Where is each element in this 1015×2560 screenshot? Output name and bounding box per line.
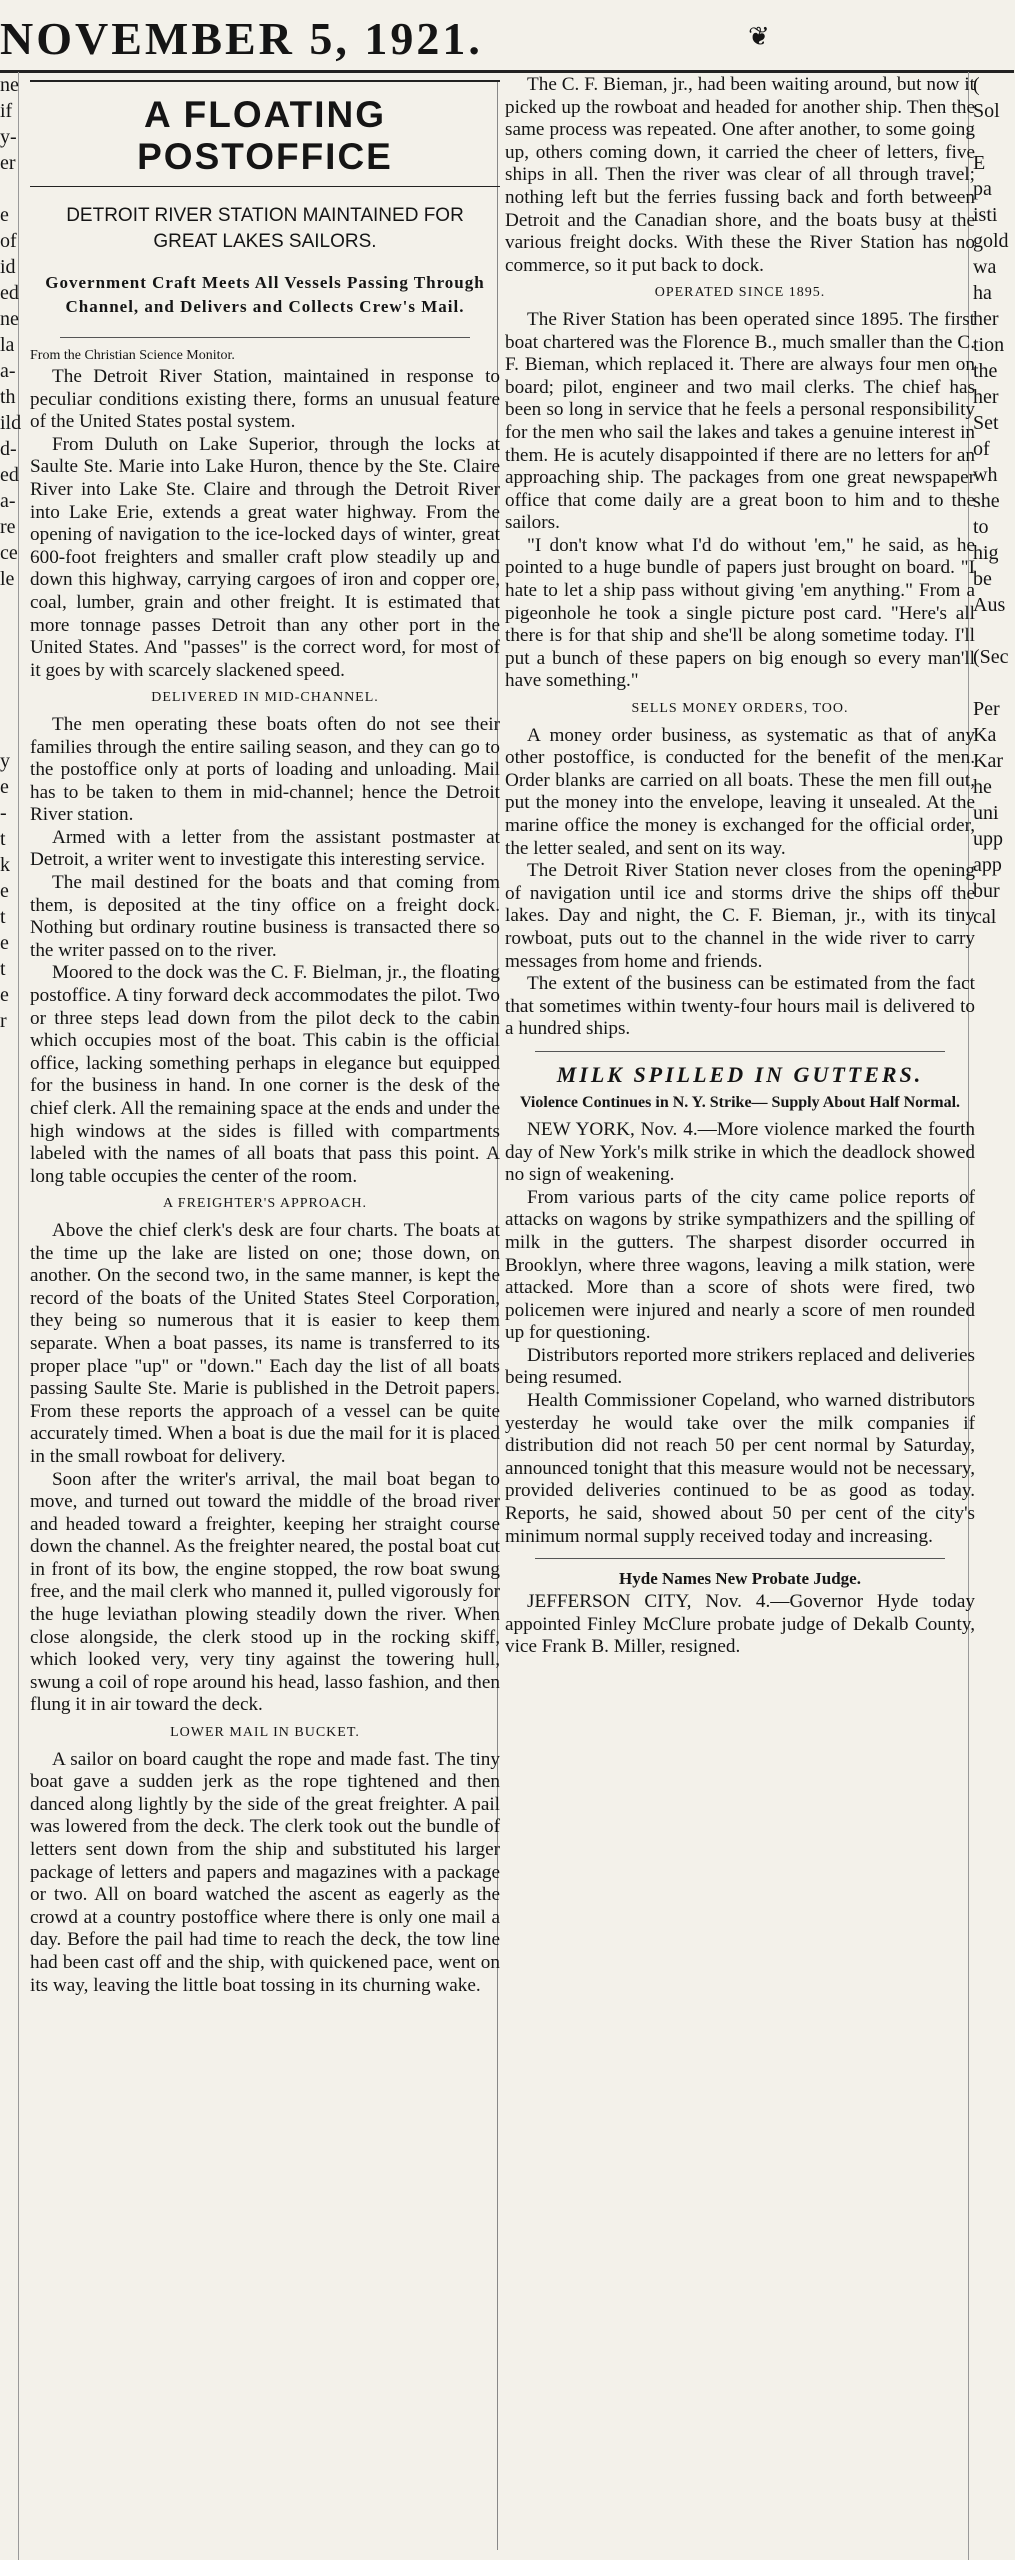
- left-margin-fragment: [0, 722, 18, 748]
- left-margin-fragment: er: [0, 152, 16, 174]
- left-margin-fragment: [0, 592, 18, 618]
- section-subhead: DELIVERED IN MID-CHANNEL.: [151, 690, 379, 706]
- left-margin-fragment: e: [0, 932, 9, 954]
- paragraph: The extent of the business can be estimated from the fact that sometimes within twenty-four hours mail is delivered to a hundred ships.: [505, 973, 975, 1040]
- paragraph: Armed with a letter from the assistant postmaster at Detroit, a writer went to investigate this interesting service.: [30, 826, 500, 871]
- left-margin-fragment: t: [0, 906, 6, 928]
- paragraph: The C. F. Bieman, jr., had been waiting around, but now it picked up the rowboat and headed for another ship. Then the same process was repeated. One after another, to some going up, others coming down, it carried the cheer of letters, five ships in all. Then the river was clear of all through travel; nothing left but the ferries fussing back and forth between Detroit and the Canadian shore, and the boats busy at the various freight docks. With these the River Station has no commerce, so it put back to dock.: [505, 74, 975, 276]
- column-2: [505, 74, 975, 1659]
- left-margin-fragment: ild: [0, 412, 22, 434]
- left-margin-fragment: [0, 618, 18, 644]
- paragraph: Moored to the dock was the C. F. Bielman, jr., the floating postoffice. A tiny forward deck accommodates the pilot. Two or three steps lead down from the pilot deck to the cabin which occupies most of the boat. This cabin is the official office, lacking something perhaps in elegance but equipped for the business in hand. In one corner is the desk of the chief clerk. All the remaining space at the ends and under the high windows at the sides is filled with compartments labeled with the names of all boats that pass this point. A long table occupies the center of the room.: [30, 962, 500, 1187]
- left-margin-fragment: re: [0, 516, 16, 538]
- left-margin-fragment: id: [0, 256, 16, 278]
- right-margin-fragment: uni: [973, 802, 999, 824]
- right-margin-fragment: isti: [973, 204, 998, 226]
- left-margin-fragment: y: [0, 750, 10, 772]
- paragraph: From various parts of the city came police reports of attacks on wagons by strike sympathizers and the spilling of milk in the gutters. The sharpest disorder occurred in Brooklyn, where three wagons, leaving a milk station, were attacked. More than a score of shots were fired, two policemen were injured and nearly a score of men rounded up for questioning.: [505, 1186, 975, 1344]
- paragraph: Above the chief clerk's desk are four charts. The boats at the time up the lake are listed on one; those down, on another. On the second two, in the same manner, is kept the record of the boats of the United States Steel Corporation, they being so numerous that it is easier to keep them separate. When a boat passes, its name is transferred to its proper place "up" or "down." Each day the list of all boats passing Saulte Ste. Marie is published in the Detroit papers. From these reports the approach of a vessel can be quite accurately timed. When a boat is due the mail for it is placed in the small rowboat for delivery.: [30, 1219, 500, 1467]
- left-margin-fragment: ed: [0, 464, 19, 486]
- right-margin-fragment: E: [973, 152, 986, 174]
- article-title: A FLOATING POSTOFFICE: [30, 80, 500, 187]
- left-margin-fragment: e: [0, 204, 9, 226]
- divider: [535, 1558, 945, 1559]
- left-margin-fragment: ne: [0, 308, 19, 330]
- right-margin-fragment: cal: [973, 906, 997, 928]
- left-margin-fragment: t: [0, 828, 6, 850]
- right-margin-fragment: hig: [973, 542, 999, 564]
- right-margin-fragment: her: [973, 308, 999, 330]
- left-margin-fragment: e: [0, 880, 9, 902]
- right-margin-fragment: (: [973, 74, 980, 96]
- paragraph: The River Station has been operated since 1895. The first boat chartered was the Florence B., much smaller than the C. F. Bieman, which replaced it. There are always four men on board; pilot, engineer and two mail clerks. The chief has been so long in service that he feels a personal responsibility for the men who sail the lakes and takes a genuine interest in them. He is acutely disappointed if there are no letters for an approaching ship. The packages from one great newspaper office that come daily are a great boon to him and to the sailors.: [505, 308, 975, 534]
- left-margin-fragment: la: [0, 334, 15, 356]
- column-1: [30, 80, 500, 1997]
- right-margin-fragment: Sol: [973, 100, 1000, 122]
- paragraph: Distributors reported more strikers replaced and deliveries being resumed.: [505, 1344, 975, 1389]
- section-subhead: A FREIGHTER'S APPROACH.: [162, 1196, 368, 1212]
- left-margin-column: [0, 72, 22, 2560]
- left-margin-fragment: ne: [0, 74, 19, 96]
- left-margin-fragment: d-: [0, 438, 17, 460]
- left-margin-fragment: -: [0, 802, 7, 824]
- right-margin-fragment: her: [973, 386, 999, 408]
- right-margin-fragment: of: [973, 438, 990, 460]
- right-margin-fragment: [969, 670, 1015, 696]
- paragraph: The men operating these boats often do not see their families through the entire sailing season, and they can go to the postoffice only at ports of loading and unloading. Mail has to be taken to them in mid-channel; hence the Detroit River station.: [30, 713, 500, 826]
- left-margin-fragment: [0, 670, 18, 696]
- left-margin-fragment: of: [0, 230, 17, 252]
- left-margin-fragment: [0, 696, 18, 722]
- right-margin-fragment: (Sec: [973, 646, 1009, 668]
- article-deck: Violence Continues in N. Y. Strike— Supply About Half Normal.: [519, 1093, 961, 1111]
- paragraph: Health Commissioner Copeland, who warned distributors yesterday he would take over the milk companies if distribution did not reach 50 per cent normal by Saturday, announced tonight that this measure would not be necessary, provided deliveries continued to be as good as today. Reports, he said, showed about 50 per cent of the city's minimum normal supply received today and increasing.: [505, 1390, 975, 1547]
- right-margin-fragment: pa: [973, 178, 992, 200]
- divider: [60, 337, 470, 338]
- section-subhead: OPERATED SINCE 1895.: [654, 285, 826, 301]
- ornament-icon: ❦: [748, 22, 770, 51]
- right-margin-fragment: wa: [973, 256, 997, 278]
- left-margin-fragment: y-: [0, 126, 17, 148]
- right-margin-fragment: bur: [973, 880, 1000, 902]
- section-subhead: SELLS MONEY ORDERS, TOO.: [631, 701, 849, 717]
- right-margin-fragment: [969, 124, 1015, 150]
- left-margin-fragment: th: [0, 386, 16, 408]
- left-margin-fragment: le: [0, 568, 15, 590]
- left-margin-fragment: e: [0, 776, 9, 798]
- right-margin-fragment: tion: [973, 334, 1005, 356]
- left-margin-fragment: k: [0, 854, 10, 876]
- right-margin-fragment: Kar: [973, 750, 1003, 772]
- article-subhead: DETROIT RIVER STATION MAINTAINED FOR GREAT LAKES SAILORS.: [66, 205, 464, 252]
- left-margin-fragment: a-: [0, 360, 16, 382]
- left-margin-fragment: [0, 644, 18, 670]
- paragraph: JEFFERSON CITY, Nov. 4.—Governor Hyde today appointed Finley McClure probate judge of Dekalb County, vice Frank B. Miller, resigned.: [505, 1591, 975, 1658]
- article-source: From the Christian Science Monitor.: [30, 348, 235, 363]
- left-margin-fragment: ed: [0, 282, 19, 304]
- left-margin-fragment: a-: [0, 490, 16, 512]
- left-margin-fragment: e: [0, 984, 9, 1006]
- right-margin-fragment: he: [973, 776, 992, 798]
- section-subhead: LOWER MAIL IN BUCKET.: [170, 1725, 360, 1741]
- paragraph: The Detroit River Station never closes from the opening of navigation until ice and storms drive the ships off the lakes. Day and night, the C. F. Bieman, jr., with its tiny rowboat, puts out to the channel in the wide river to carry messages from home and friends.: [505, 860, 975, 972]
- paragraph: A money order business, as systematic as that of any other postoffice, is conducted for the benefit of the men. Order blanks are carried on all boats. These the men fill out, put the money into the envelope, leaving it unsealed. At the marine office the money is exchanged for the official order, the letter sealed, and sent on its way.: [505, 724, 975, 859]
- right-margin-fragment: Per: [973, 698, 1000, 720]
- right-margin-column: [968, 72, 1015, 2560]
- left-margin-fragment: if: [0, 100, 13, 122]
- article-deck: Government Craft Meets All Vessels Passing Through Channel, and Delivers and Collects Crew's Mail.: [45, 273, 485, 316]
- paragraph: The mail destined for the boats and that coming from them, is deposited at the tiny office on a freight dock. Nothing but ordinary routine business is transacted there so the writer passed on to the river.: [30, 872, 500, 961]
- right-margin-fragment: app: [973, 854, 1002, 876]
- right-margin-fragment: wh: [973, 464, 998, 486]
- right-margin-fragment: Set: [973, 412, 999, 434]
- left-margin-fragment: [0, 176, 18, 202]
- right-margin-fragment: upp: [973, 828, 1003, 850]
- right-margin-fragment: Ka: [973, 724, 997, 746]
- paragraph: "I don't know what I'd do without 'em," he said, as he pointed to a huge bundle of papers just brought on board. "I hate to let a ship pass without giving 'em anything." From a pigeonhole he took a single picture post card. "Here's all there is for that ship and she'll be along sometime today. I'll put a bunch of these papers on big enough so every man'll have something.": [505, 534, 975, 692]
- right-margin-fragment: to: [973, 516, 989, 538]
- left-margin-fragment: r: [0, 1010, 7, 1032]
- left-margin-fragment: ce: [0, 542, 18, 564]
- article-title: MILK SPILLED IN GUTTERS.: [556, 1061, 924, 1087]
- right-margin-fragment: [969, 618, 1015, 644]
- paragraph: A sailor on board caught the rope and made fast. The tiny boat gave a sudden jerk as the rope tightened and then danced along lightly by the side of the great freighter. A pail was lowered from the deck. The clerk took out the bundle of letters sent down from the ship and substituted his larger package of letters and papers and magazines with a package or two. All on board watched the ascent as eagerly as the crowd at a country postoffice where there is only one mail a day. Before the pail had time to reach the deck, the tow line had been cast off and the ship, with quickened pace, went on its way, leaving the little boat tossing in its churning wake.: [30, 1748, 500, 1996]
- paragraph: Soon after the writer's arrival, the mail boat began to move, and turned out toward the middle of the broad river and headed toward a freighter, keeping her straight course down the channel. As the freighter neared, the postal boat cut in front of its bow, the engine stopped, the row boat swung free, and the mail clerk who manned it, pulled vigorously for the huge leviathan plowing steadily down the river. When close alongside, the clerk stood up in the rocking skiff, which looked very, very tiny against the towering hull, swung a coil of rope around his head, lasso fashion, and then flung it in air toward the deck.: [30, 1468, 500, 1716]
- right-margin-fragment: she: [973, 490, 1000, 512]
- paragraph: From Duluth on Lake Superior, through the locks at Saulte Ste. Marie into Lake Huron, thence by the Ste. Claire River into Lake Ste. Claire and through the Detroit River into Lake Erie, extends a great water highway. From the opening of navigation to the ice-locked days of winter, great 600-foot freighters and smaller craft plow steadily up and down this highway, carrying cargoes of iron and copper ore, coal, lumber, grain and other freight. It is estimated that more tonnage passes Detroit than any other port in the United States. And "passes" is the correct word, for most of it goes by with scarcely slackened speed.: [30, 433, 500, 681]
- paragraph: The Detroit River Station, maintained in response to peculiar conditions existing there, forms an unusual feature of the United States postal system.: [30, 366, 500, 433]
- masthead: [0, 0, 1014, 73]
- left-margin-fragment: t: [0, 958, 6, 980]
- right-margin-fragment: gold: [973, 230, 1009, 252]
- paragraph: NEW YORK, Nov. 4.—More violence marked the fourth day of New York's milk strike in which the deadlock showed no sign of weakening.: [505, 1118, 975, 1186]
- divider: [535, 1051, 945, 1052]
- right-margin-fragment: Aus: [973, 594, 1006, 616]
- right-margin-fragment: ha: [973, 282, 992, 304]
- article-title: Hyde Names New Probate Judge.: [619, 1569, 861, 1589]
- right-margin-fragment: the: [973, 360, 998, 382]
- page-date: NOVEMBER 5, 1921.: [0, 13, 483, 64]
- right-margin-fragment: be: [973, 568, 992, 590]
